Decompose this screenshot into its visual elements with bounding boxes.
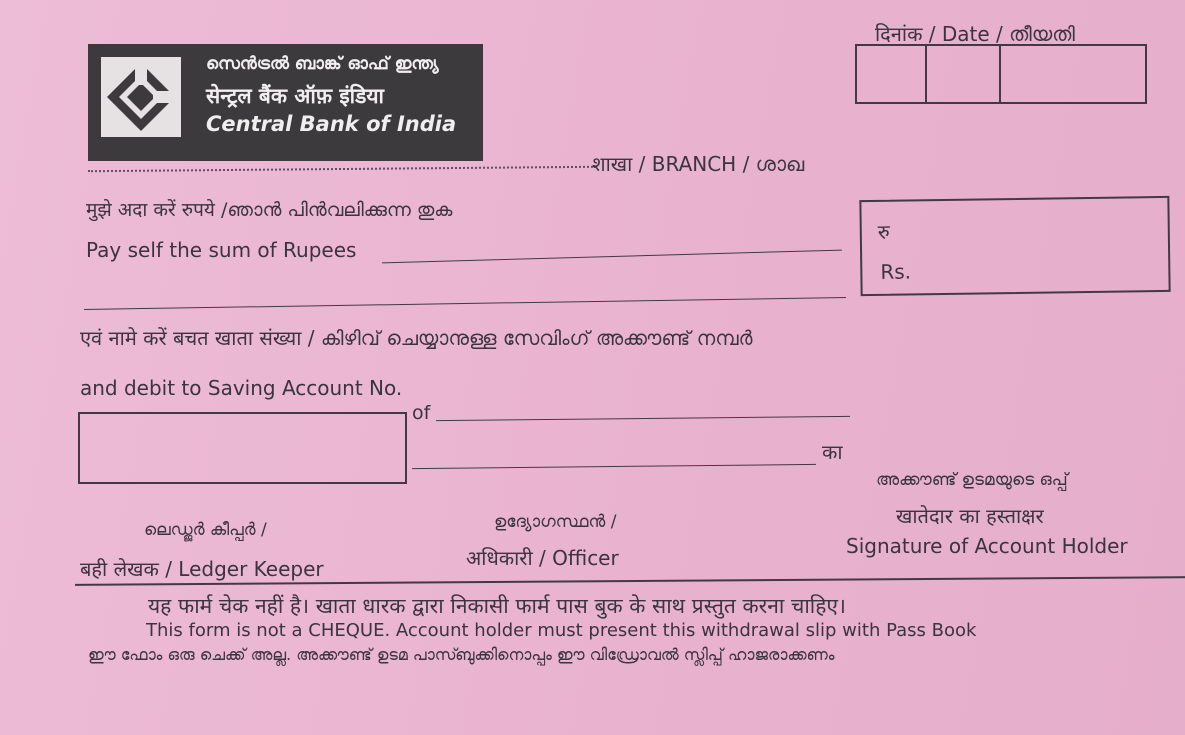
branch-label: शाखा / BRANCH / ശാഖ [592, 152, 805, 176]
account-holder-signature-malayalam: അക്കൗണ്ട് ഉടമയുടെ ഒപ്പ് [876, 470, 1068, 490]
debit-label-regional: एवं नामे करें बचत खाता संख्या / കിഴിവ് ചെയ്യാനുള്ള സേവിംഗ് അക്കൗണ്ട് നമ്പർ [80, 326, 753, 350]
bank-logo-block [88, 44, 483, 161]
bank-name-english: Central Bank of India [206, 112, 457, 136]
bank-name-malayalam: സെൻട്രൽ ബാങ്ക് ഓഫ് ഇന്ത്യ [206, 54, 439, 74]
amount-box[interactable] [859, 196, 1170, 296]
pay-label-english: Pay self the sum of Rupees [86, 238, 357, 262]
amount-in-words-line-1[interactable] [382, 250, 842, 264]
bank-name-hindi: सेन्ट्रल बैंक ऑफ़ इंडिया [206, 84, 384, 108]
date-year-cell[interactable] [1001, 46, 1145, 102]
amount-in-words-line-2[interactable] [84, 297, 846, 310]
account-number-box[interactable] [78, 412, 407, 484]
officer-label: अधिकारी / Officer [466, 546, 619, 570]
date-day-cell[interactable] [857, 46, 927, 102]
ka-label: का [822, 440, 843, 464]
branch-field[interactable] [88, 166, 596, 172]
account-holder-signature-hindi: खातेदार का हस्ताक्षर [896, 504, 1044, 528]
rupee-symbol-hindi: रु [877, 219, 890, 244]
rupee-symbol-english: Rs. [880, 259, 912, 284]
footer-note-english: This form is not a CHEQUE. Account holder must present this withdrawal slip with Pass Book [146, 620, 977, 641]
date-label: दिनांक / Date / തീയതി [875, 22, 1075, 46]
ledger-keeper-malayalam: ലെഡ്ജർ കീപ്പർ / [144, 520, 267, 540]
account-holder-signature-english: Signature of Account Holder [846, 534, 1128, 558]
footer-note-hindi: यह फार्म चेक नहीं है। खाता धारक द्वारा निकासी फार्म पास बुक के साथ प्रस्तुत करना चाहिए। [148, 594, 846, 618]
account-holder-name-line-1[interactable] [436, 416, 850, 421]
ledger-keeper-label: बही लेखक / Ledger Keeper [80, 557, 324, 581]
pay-label-regional: मुझे अदा करें रुपये /ഞാൻ പിൻവലിക്കുന്ന തുക [86, 199, 453, 221]
date-field[interactable] [855, 44, 1147, 104]
of-label: of [412, 402, 431, 424]
central-bank-logo-icon [101, 57, 181, 137]
account-holder-name-line-2[interactable] [412, 464, 816, 469]
officer-malayalam: ഉദ്യോഗസ്ഥൻ / [494, 512, 617, 532]
date-month-cell[interactable] [927, 46, 1001, 102]
debit-label-english: and debit to Saving Account No. [80, 376, 403, 400]
footer-note-malayalam: ഈ ഫോം ഒരു ചെക്ക് അല്ല. അക്കൗണ്ട് ഉടമ പാസ്ബുക്കിനൊപ്പം ഈ വിഡ്രോവൽ സ്ലിപ്പ് ഹാജരാക്കണം [88, 645, 835, 664]
